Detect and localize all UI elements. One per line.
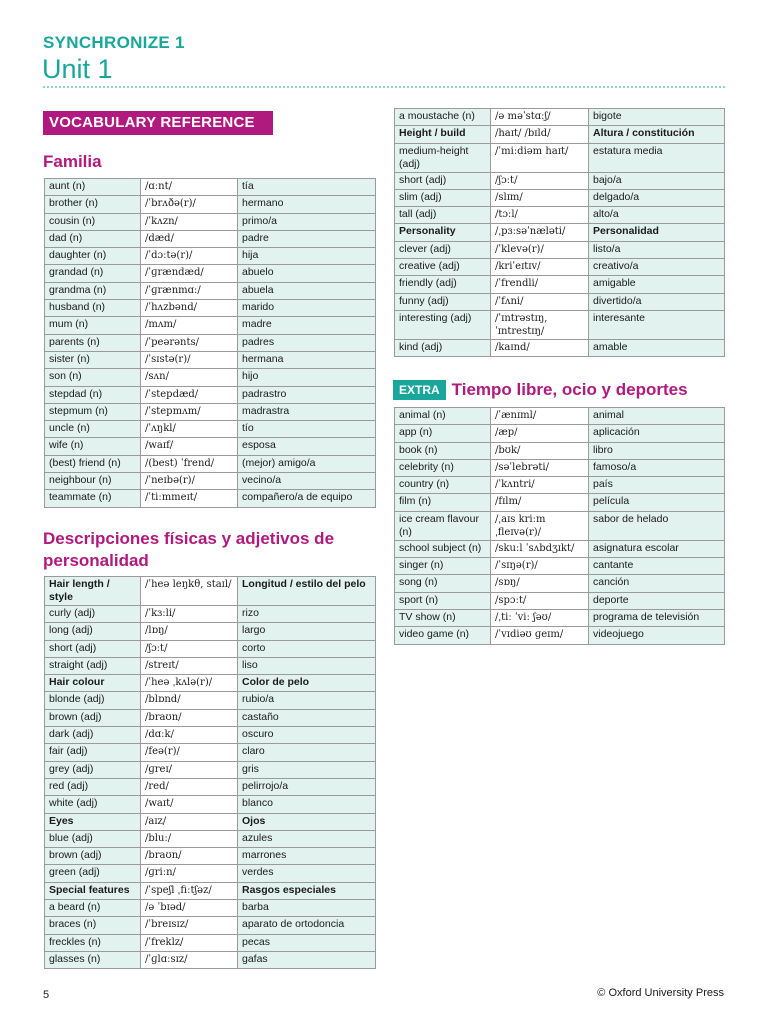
pronunciation: /ˈɡrændæd/ [141,265,238,282]
table-row [45,196,376,213]
spanish-translation: país [589,477,725,494]
english-word: slim (adj) [395,189,491,206]
pronunciation: /braʊn/ [141,848,238,865]
spanish-translation: abuela [238,282,376,299]
spanish-translation: rubio/a [238,692,376,709]
pronunciation: /ˈkʌntri/ [491,477,589,494]
english-word: Personality [395,224,491,241]
spanish-translation: animal [589,408,725,425]
spanish-translation: blanco [238,796,376,813]
copyright: © Oxford University Press [597,987,724,999]
pronunciation: /ˈdɔːtə(r)/ [141,248,238,265]
spanish-translation: Rasgos especiales [238,882,376,899]
table-row [45,848,376,865]
pronunciation: /ˈfrendli/ [491,276,589,293]
pronunciation: /braʊn/ [141,709,238,726]
table-row [45,623,376,640]
table-row [45,813,376,830]
english-word: stepmum (n) [45,403,141,420]
table-row [45,438,376,455]
english-word: tall (adj) [395,207,491,224]
table-row [45,692,376,709]
english-word: fair (adj) [45,744,141,761]
english-word: grandma (n) [45,282,141,299]
english-word: Hair colour [45,675,141,692]
english-word: teammate (n) [45,490,141,507]
table-row [45,951,376,968]
table-row [395,494,725,511]
table-row [395,143,725,172]
table-row [395,310,725,339]
spanish-translation: alto/a [589,207,725,224]
extra-badge: EXTRA [393,380,446,400]
table-row [395,189,725,206]
english-word: brother (n) [45,196,141,213]
english-word: short (adj) [395,172,491,189]
table-row [395,172,725,189]
pronunciation: /ˈvɪdiəʊ ɡeɪm/ [491,627,589,644]
spanish-translation: gris [238,761,376,778]
table-row [395,558,725,575]
spanish-translation: abuelo [238,265,376,282]
pronunciation: /ɡreɪ/ [141,761,238,778]
table-row [45,675,376,692]
table-descripciones [44,576,376,969]
header-divider [43,86,725,88]
table-row [395,276,725,293]
pronunciation: /ɑːnt/ [141,179,238,196]
table-row [45,577,376,606]
spanish-translation: Longitud / estilo del pelo [238,577,376,606]
english-word: braces (n) [45,917,141,934]
spanish-translation: marido [238,300,376,317]
pronunciation: /ˌpɜːsəˈnæləti/ [491,224,589,241]
english-word: dark (adj) [45,727,141,744]
table-row [395,109,725,126]
spanish-translation: hija [238,248,376,265]
pronunciation: /kaɪnd/ [491,339,589,356]
spanish-translation: amable [589,339,725,356]
pronunciation: /red/ [141,778,238,795]
english-word: book (n) [395,442,491,459]
table-row [395,425,725,442]
spanish-translation: hijo [238,369,376,386]
spanish-translation: castaño [238,709,376,726]
table-row [45,179,376,196]
table-row [45,727,376,744]
table-row [395,609,725,626]
spanish-translation: sabor de helado [589,511,725,540]
english-word: Special features [45,882,141,899]
spanish-translation: cantante [589,558,725,575]
english-word: clever (adj) [395,241,491,258]
english-word: wife (n) [45,438,141,455]
spanish-translation: delgado/a [589,189,725,206]
table-row [45,640,376,657]
pronunciation: /ʃɔːt/ [491,172,589,189]
table-row [45,917,376,934]
table-row [45,265,376,282]
table-row [395,511,725,540]
table-row [45,606,376,623]
pronunciation: /aɪz/ [141,813,238,830]
english-word: interesting (adj) [395,310,491,339]
spanish-translation: tía [238,179,376,196]
extra-heading [393,379,688,401]
spanish-translation: película [589,494,725,511]
english-word: creative (adj) [395,259,491,276]
table-row [45,351,376,368]
english-word: straight (adj) [45,657,141,674]
english-word: medium-height (adj) [395,143,491,172]
spanish-translation: rizo [238,606,376,623]
table-row [45,865,376,882]
section-heading-tiempo: Tiempo libre, ocio y deportes [451,380,688,399]
pronunciation: /(best) ˈfrend/ [141,455,238,472]
english-word: glasses (n) [45,951,141,968]
spanish-translation: canción [589,575,725,592]
table-row [45,900,376,917]
table-row [45,282,376,299]
pronunciation: /ˈheə leŋkθ, staɪl/ [141,577,238,606]
english-word: blue (adj) [45,830,141,847]
pronunciation: /ə ˈbɪəd/ [141,900,238,917]
table-row [395,126,725,143]
english-word: curly (adj) [45,606,141,623]
english-word: Hair length / style [45,577,141,606]
spanish-translation: verdes [238,865,376,882]
table-row [45,473,376,490]
table-tiempo-libre [394,407,725,645]
spanish-translation: Altura / constitución [589,126,725,143]
spanish-translation: bajo/a [589,172,725,189]
spanish-translation: creativo/a [589,259,725,276]
spanish-translation: marrones [238,848,376,865]
english-word: husband (n) [45,300,141,317]
table-familia [44,178,376,508]
english-word: celebrity (n) [395,459,491,476]
spanish-translation: famoso/a [589,459,725,476]
spanish-translation: corto [238,640,376,657]
table-row [45,386,376,403]
english-word: singer (n) [395,558,491,575]
table-row [45,490,376,507]
pronunciation: /sʌn/ [141,369,238,386]
table-row [395,224,725,241]
pronunciation: /ˈspeʃl ˌfiːtʃəz/ [141,882,238,899]
pronunciation: /ˈbreɪsɪz/ [141,917,238,934]
pronunciation: /ˈbrʌðə(r)/ [141,196,238,213]
table-row [45,317,376,334]
pronunciation: /dɑːk/ [141,727,238,744]
pronunciation: /ˈsɪŋə(r)/ [491,558,589,575]
english-word: blonde (adj) [45,692,141,709]
table-row [395,459,725,476]
spanish-translation: programa de televisión [589,609,725,626]
spanish-translation: hermano [238,196,376,213]
pronunciation: /waɪf/ [141,438,238,455]
table-row [395,592,725,609]
pronunciation: /ˈklevə(r)/ [491,241,589,258]
pronunciation: /ˈneɪbə(r)/ [141,473,238,490]
pronunciation: /səˈlebrəti/ [491,459,589,476]
spanish-translation: claro [238,744,376,761]
pronunciation: /ɡriːn/ [141,865,238,882]
table-row [45,934,376,951]
table-row [45,369,376,386]
vocabulary-reference-badge: VOCABULARY REFERENCE [43,111,273,135]
pronunciation: /æp/ [491,425,589,442]
pronunciation: /ˈfreklz/ [141,934,238,951]
table-row [45,830,376,847]
english-word: neighbour (n) [45,473,141,490]
english-word: stepdad (n) [45,386,141,403]
table-row [395,627,725,644]
pronunciation: /ˈænɪml/ [491,408,589,425]
table-row [45,761,376,778]
pronunciation: /ˈtiːmmeɪt/ [141,490,238,507]
spanish-translation: padrastro [238,386,376,403]
pronunciation: /ˈsɪstə(r)/ [141,351,238,368]
table-row [45,334,376,351]
english-word: green (adj) [45,865,141,882]
pronunciation: /ˌaɪs kriːm ˌfleɪvə(r)/ [491,511,589,540]
table-row [45,657,376,674]
unit-title: Unit 1 [42,54,113,84]
spanish-translation: azules [238,830,376,847]
table-row [45,300,376,317]
table-descripciones-continued [394,108,725,357]
spanish-translation: hermana [238,351,376,368]
spanish-translation: vecino/a [238,473,376,490]
english-word: white (adj) [45,796,141,813]
english-word: a moustache (n) [395,109,491,126]
spanish-translation: videojuego [589,627,725,644]
english-word: school subject (n) [395,540,491,557]
spanish-translation: Color de pelo [238,675,376,692]
pronunciation: /skuːl ˈsʌbdʒɪkt/ [491,540,589,557]
english-word: song (n) [395,575,491,592]
spanish-translation: pelirrojo/a [238,778,376,795]
table-row [45,796,376,813]
english-word: grey (adj) [45,761,141,778]
spanish-translation: Ojos [238,813,376,830]
pronunciation: /kriˈeɪtɪv/ [491,259,589,276]
pronunciation: /ˈfʌni/ [491,293,589,310]
spanish-translation: esposa [238,438,376,455]
spanish-translation: aparato de ortodoncia [238,917,376,934]
pronunciation: /bʊk/ [491,442,589,459]
table-row [45,248,376,265]
section-heading-descripciones: Descripciones físicas y adjetivos de personalidad [43,529,335,570]
spanish-translation: madrastra [238,403,376,420]
spanish-translation: amigable [589,276,725,293]
english-word: animal (n) [395,408,491,425]
table-row [395,575,725,592]
pronunciation: /ˈɡrænmɑː/ [141,282,238,299]
page-number: 5 [43,989,50,1001]
spanish-translation: pecas [238,934,376,951]
spanish-translation: deporte [589,592,725,609]
english-word: app (n) [395,425,491,442]
english-word: brown (adj) [45,709,141,726]
english-word: sport (n) [395,592,491,609]
pronunciation: /ˈɡlɑːsɪz/ [141,951,238,968]
table-row [395,241,725,258]
spanish-translation: madre [238,317,376,334]
english-word: ice cream flavour (n) [395,511,491,540]
spanish-translation: estatura media [589,143,725,172]
table-row [395,293,725,310]
spanish-translation: bigote [589,109,725,126]
table-row [395,207,725,224]
pronunciation: /waɪt/ [141,796,238,813]
spanish-translation: libro [589,442,725,459]
english-word: cousin (n) [45,213,141,230]
spanish-translation: Personalidad [589,224,725,241]
pronunciation: /blɒnd/ [141,692,238,709]
pronunciation: /ˈheə ˌkʌlə(r)/ [141,675,238,692]
spanish-translation: padre [238,230,376,247]
pronunciation: /ʃɔːt/ [141,640,238,657]
english-word: short (adj) [45,640,141,657]
spanish-translation: primo/a [238,213,376,230]
spanish-translation: largo [238,623,376,640]
table-row [45,213,376,230]
pronunciation: /ˌtiː ˈviː ʃəʊ/ [491,609,589,626]
pronunciation: /ˈkʌzn/ [141,213,238,230]
english-word: sister (n) [45,351,141,368]
spanish-translation: (mejor) amigo/a [238,455,376,472]
table-row [395,259,725,276]
pronunciation: /lɒŋ/ [141,623,238,640]
spanish-translation: tío [238,421,376,438]
pronunciation: /ˈhʌzbənd/ [141,300,238,317]
english-word: aunt (n) [45,179,141,196]
english-word: TV show (n) [395,609,491,626]
pronunciation: /feə(r)/ [141,744,238,761]
pronunciation: /spɔːt/ [491,592,589,609]
english-word: uncle (n) [45,421,141,438]
english-word: red (adj) [45,778,141,795]
table-row [45,709,376,726]
english-word: mum (n) [45,317,141,334]
english-word: son (n) [45,369,141,386]
english-word: Height / build [395,126,491,143]
spanish-translation: compañero/a de equipo [238,490,376,507]
pronunciation: /tɔːl/ [491,207,589,224]
english-word: video game (n) [395,627,491,644]
pronunciation: /ˈpeərənts/ [141,334,238,351]
english-word: friendly (adj) [395,276,491,293]
english-word: (best) friend (n) [45,455,141,472]
table-row [45,230,376,247]
english-word: freckles (n) [45,934,141,951]
spanish-translation: padres [238,334,376,351]
english-word: country (n) [395,477,491,494]
spanish-translation: oscuro [238,727,376,744]
pronunciation: /sɒŋ/ [491,575,589,592]
table-row [45,455,376,472]
table-row [45,421,376,438]
table-row [395,540,725,557]
pronunciation: /ˈɪntrəstɪŋ, ˈɪntrestɪŋ/ [491,310,589,339]
spanish-translation: gafas [238,951,376,968]
english-word: funny (adj) [395,293,491,310]
pronunciation: /mʌm/ [141,317,238,334]
pronunciation: /ˈstepdæd/ [141,386,238,403]
table-row [45,403,376,420]
spanish-translation: barba [238,900,376,917]
english-word: grandad (n) [45,265,141,282]
spanish-translation: listo/a [589,241,725,258]
table-row [45,744,376,761]
spanish-translation: divertido/a [589,293,725,310]
english-word: a beard (n) [45,900,141,917]
pronunciation: /streɪt/ [141,657,238,674]
pronunciation: /fɪlm/ [491,494,589,511]
table-row [395,408,725,425]
series-title: SYNCHRONIZE 1 [43,33,185,52]
english-word: kind (adj) [395,339,491,356]
table-row [395,442,725,459]
pronunciation: /ˈstepmʌm/ [141,403,238,420]
pronunciation: /ˈkɜːli/ [141,606,238,623]
english-word: daughter (n) [45,248,141,265]
english-word: brown (adj) [45,848,141,865]
pronunciation: /bluː/ [141,830,238,847]
table-row [395,477,725,494]
pronunciation: /ˈʌŋkl/ [141,421,238,438]
pronunciation: /ə məˈstɑːʃ/ [491,109,589,126]
spanish-translation: asignatura escolar [589,540,725,557]
pronunciation: /ˈmiːdiəm haɪt/ [491,143,589,172]
pronunciation: /dæd/ [141,230,238,247]
english-word: dad (n) [45,230,141,247]
english-word: film (n) [395,494,491,511]
spanish-translation: liso [238,657,376,674]
english-word: parents (n) [45,334,141,351]
spanish-translation: interesante [589,310,725,339]
table-row [45,882,376,899]
pronunciation: /slɪm/ [491,189,589,206]
table-row [395,339,725,356]
table-row [45,778,376,795]
english-word: Eyes [45,813,141,830]
pronunciation: /haɪt/ /bɪld/ [491,126,589,143]
spanish-translation: aplicación [589,425,725,442]
english-word: long (adj) [45,623,141,640]
section-heading-familia: Familia [43,152,102,171]
